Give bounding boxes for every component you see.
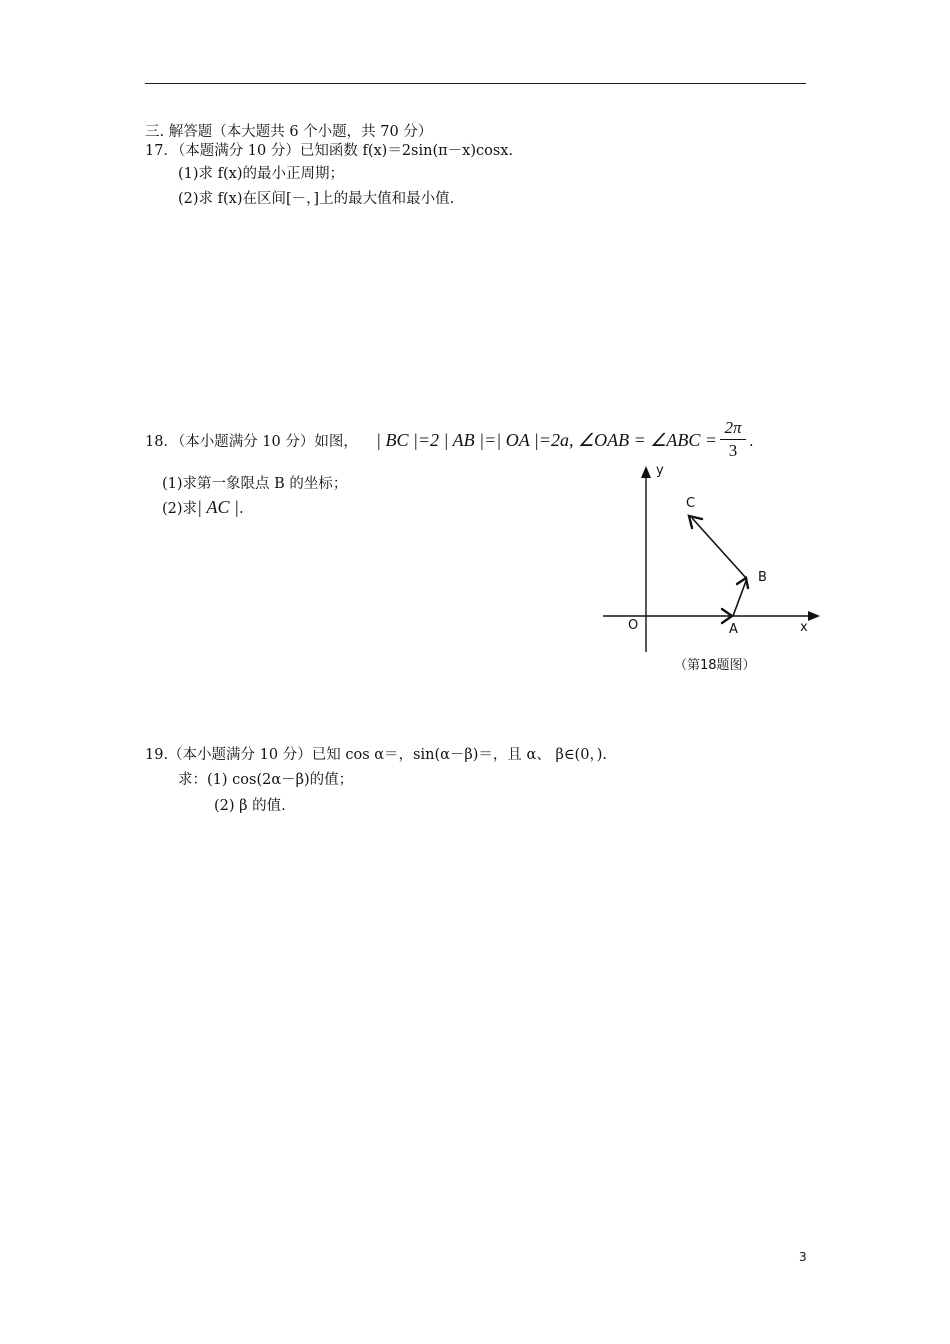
x-axis-label: x [800,620,808,635]
page-number: 3 [799,1250,807,1264]
point-b-label: B [758,570,767,585]
q18-period: . [749,434,754,450]
q18-fraction-denominator: 3 [728,441,738,460]
q18-part1: (1)求第一象限点 B 的坐标； [162,476,348,492]
y-axis-arrowhead [641,466,651,478]
q18-part2-formula: | AC | [197,497,239,517]
q18-part2-suffix: . [238,501,244,517]
section-title: 三. 解答题（本大题共 6 个小题，共 70 分） [145,124,433,140]
q17-part2: (2)求 f(x)在区间[－，]上的最大值和最小值. [178,191,455,207]
point-c-label: C [686,496,696,511]
q18-figure-caption: （第18题图） [674,658,756,673]
q17-header: 17．（本题满分 10 分）已知函数 f(x)＝2sin(π－x)cosx. [145,143,514,159]
q18-formula: | BC |=2 | AB |=| OA |=2a, ∠OAB = ∠ABC = [376,430,718,450]
x-axis-arrowhead [808,611,820,621]
y-axis-label: y [656,463,664,478]
q18-prefix: 18．（本小题满分 10 分）如图， [145,434,358,450]
q18-part2-prefix: (2)求 [162,501,198,517]
origin-label: O [628,618,639,633]
q19-part1: 求：(1) cos(2α－β)的值； [178,772,354,788]
vector-ab-arrowhead [737,578,748,588]
q17-part1: (1)求 f(x)的最小正周期； [178,166,345,182]
vector-bc [692,518,746,578]
q18-fraction-numerator: 2π [724,418,742,437]
q19-part2: (2) β 的值. [214,798,286,814]
vector-ab [733,581,746,616]
point-a-label: A [729,622,738,637]
q19-header: 19.（本小题满分 10 分）已知 cos α＝，sin(α－β)＝，且 α、 β∈(0，). [145,747,607,763]
